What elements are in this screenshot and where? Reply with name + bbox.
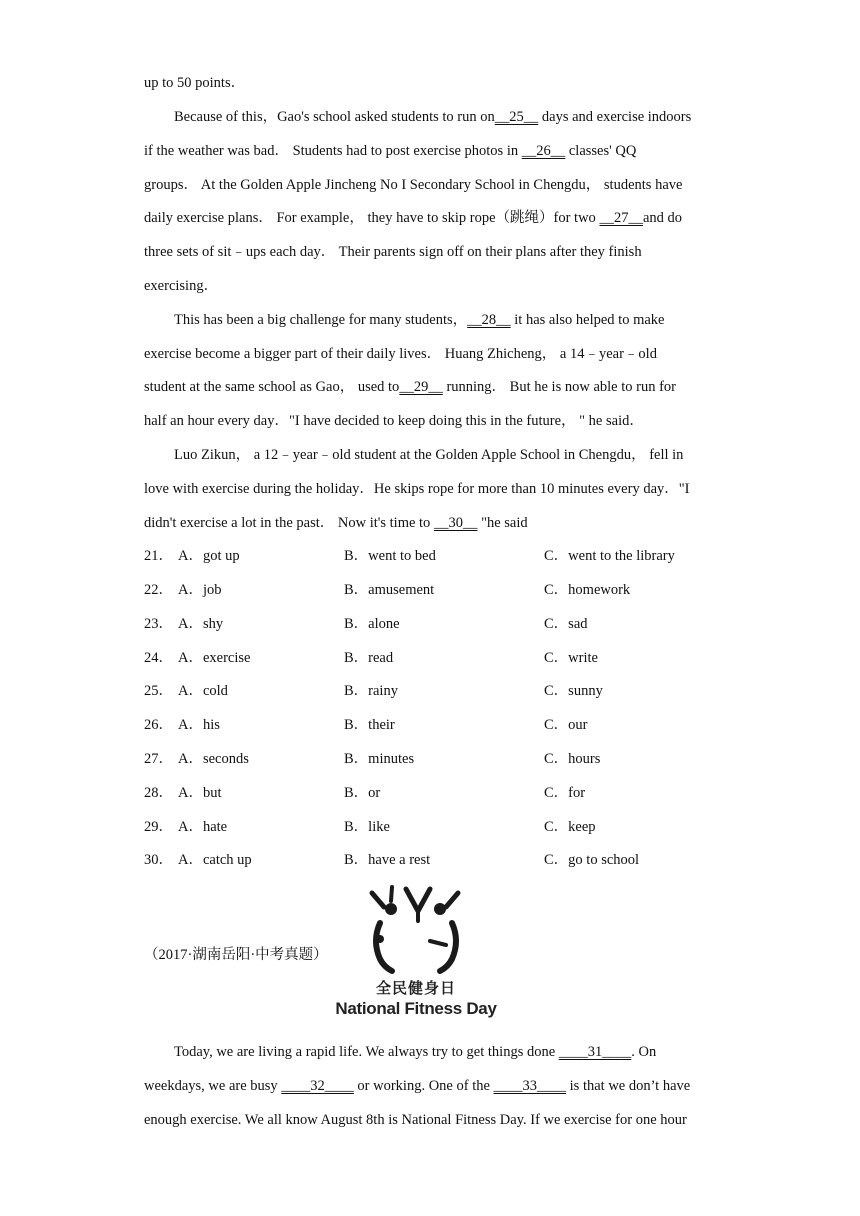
passage-line	[144, 175, 719, 195]
question-number: 23．	[144, 616, 173, 632]
option-c: C．hours	[544, 751, 601, 767]
text: didn't exercise a lot in the past． Now it's time to	[144, 515, 434, 531]
question-options-25	[144, 681, 744, 701]
option-a: A．his	[178, 717, 220, 733]
option-b: B．their	[344, 717, 395, 733]
text: classes' QQ	[565, 143, 637, 159]
passage-line	[174, 310, 719, 330]
text: if the weather was bad． Students had to post exercise photos in	[144, 143, 522, 159]
question-number: 22．	[144, 582, 173, 598]
blank-25: __25__	[494, 109, 539, 125]
option-c: C．write	[544, 650, 598, 666]
option-c: C．keep	[544, 819, 596, 835]
passage-line	[174, 107, 719, 127]
option-c: C．our	[544, 717, 588, 733]
option-b: B．or	[344, 785, 381, 801]
blank-33: ____33____	[493, 1078, 567, 1094]
option-c: C．sad	[544, 616, 588, 632]
text: love with exercise during the holiday．He skips rope for more than 10 minutes every day．"I	[144, 481, 690, 497]
fitness-figure-icon	[334, 881, 498, 977]
text: enough exercise. We all know August 8th is National Fitness Day. If we exercise for one hour	[144, 1112, 687, 1128]
option-a: A．catch up	[178, 852, 252, 868]
passage-line	[144, 276, 719, 296]
passage-line	[174, 445, 719, 465]
option-b: B．went to bed	[344, 548, 436, 564]
text: half an hour every day．"I have decided to keep doing this in the future， " he said．	[144, 413, 644, 429]
option-a: A．got up	[178, 548, 240, 564]
question-number: 27．	[144, 751, 173, 767]
option-c: C．went to the library	[544, 548, 675, 564]
passage-line	[144, 411, 719, 431]
question-options-22	[144, 580, 744, 600]
option-c: C．homework	[544, 582, 631, 598]
passage-line	[144, 242, 719, 262]
blank-26: __26__	[521, 143, 566, 159]
question-options-23	[144, 614, 744, 634]
logo-english-text: National Fitness Day	[335, 999, 497, 1018]
question-number: 30．	[144, 852, 173, 868]
text: or working. One of the	[353, 1078, 494, 1094]
option-b: B．have a rest	[344, 852, 431, 868]
text: "he said	[477, 515, 528, 531]
question-options-27	[144, 749, 744, 769]
text: This has been a big challenge for many students，	[174, 312, 468, 328]
passage-line	[144, 1076, 719, 1096]
text: Today, we are living a rapid life. We always try to get things done	[174, 1044, 559, 1060]
text: Luo Zikun， a 12﹣year﹣old student at the Golden Apple School in Chengdu， fell in	[174, 447, 684, 463]
option-b: B．read	[344, 650, 394, 666]
blank-29: __29__	[399, 379, 443, 395]
question-options-29	[144, 817, 744, 837]
option-a: A．cold	[178, 683, 228, 699]
option-a: A．but	[178, 785, 222, 801]
blank-28: __28__	[467, 312, 511, 328]
option-c: C．for	[544, 785, 586, 801]
passage-line	[144, 208, 719, 228]
text: exercising．	[144, 278, 219, 294]
text: groups． At the Golden Apple Jincheng No I Secondary School in Chengdu， students have	[144, 177, 683, 193]
passage-line	[144, 479, 719, 499]
question-options-26	[144, 715, 744, 735]
text: it has also helped to make	[510, 312, 665, 328]
question-number: 21．	[144, 548, 173, 564]
option-b: B．alone	[344, 616, 400, 632]
text: three sets of sit﹣ups each day． Their parents sign off on their plans after they finish	[144, 244, 642, 260]
text: . On	[631, 1044, 657, 1060]
passage-line	[144, 73, 719, 93]
text: is that we don’t have	[566, 1078, 691, 1094]
blank-27: __27__	[599, 210, 643, 226]
question-options-24	[144, 648, 744, 668]
blank-30: __30__	[433, 515, 478, 531]
question-number: 26．	[144, 717, 173, 733]
text: exercise become a bigger part of their daily lives． Huang Zhicheng， a 14﹣year﹣old	[144, 346, 657, 362]
option-a: A．seconds	[178, 751, 249, 767]
blank-31: ____31____	[558, 1044, 632, 1060]
question-number: 28．	[144, 785, 173, 801]
logo-chinese-text: 全民健身日	[375, 979, 456, 997]
question-number: 25．	[144, 683, 173, 699]
national-fitness-day-logo	[334, 881, 498, 1023]
passage-line	[144, 344, 719, 364]
blank-32: ____32____	[281, 1078, 354, 1094]
question-options-30	[144, 850, 744, 870]
passage-line	[174, 1042, 719, 1062]
option-a: A．hate	[178, 819, 228, 835]
text: student at the same school as Gao， used to	[144, 379, 400, 395]
text: Because of this，Gao's school asked students to run on	[174, 109, 495, 125]
passage-line	[144, 1110, 719, 1130]
option-a: A．exercise	[178, 650, 251, 666]
passage-line	[144, 513, 719, 533]
text: days and exercise indoors	[538, 109, 692, 125]
text: running． But he is now able to run for	[442, 379, 676, 395]
question-number: 24．	[144, 650, 173, 666]
option-b: B．amusement	[344, 582, 435, 598]
question-number: 29．	[144, 819, 173, 835]
question-options-28	[144, 783, 744, 803]
passage-line	[144, 377, 719, 397]
option-b: B．minutes	[344, 751, 415, 767]
option-c: C．go to school	[544, 852, 640, 868]
option-b: B．rainy	[344, 683, 398, 699]
option-c: C．sunny	[544, 683, 603, 699]
exam-source: （2017·湖南岳阳·中考真题）	[144, 947, 328, 963]
passage-line	[144, 141, 719, 161]
text: up to 50 points．	[144, 75, 246, 91]
option-a: A．shy	[178, 616, 224, 632]
text: and do	[642, 210, 682, 226]
option-a: A．job	[178, 582, 222, 598]
option-b: B．like	[344, 819, 390, 835]
question-options-21	[144, 546, 744, 566]
text: daily exercise plans． For example， they have to skip rope（跳绳）for two	[144, 210, 600, 226]
text: weekdays, we are busy	[144, 1078, 282, 1094]
